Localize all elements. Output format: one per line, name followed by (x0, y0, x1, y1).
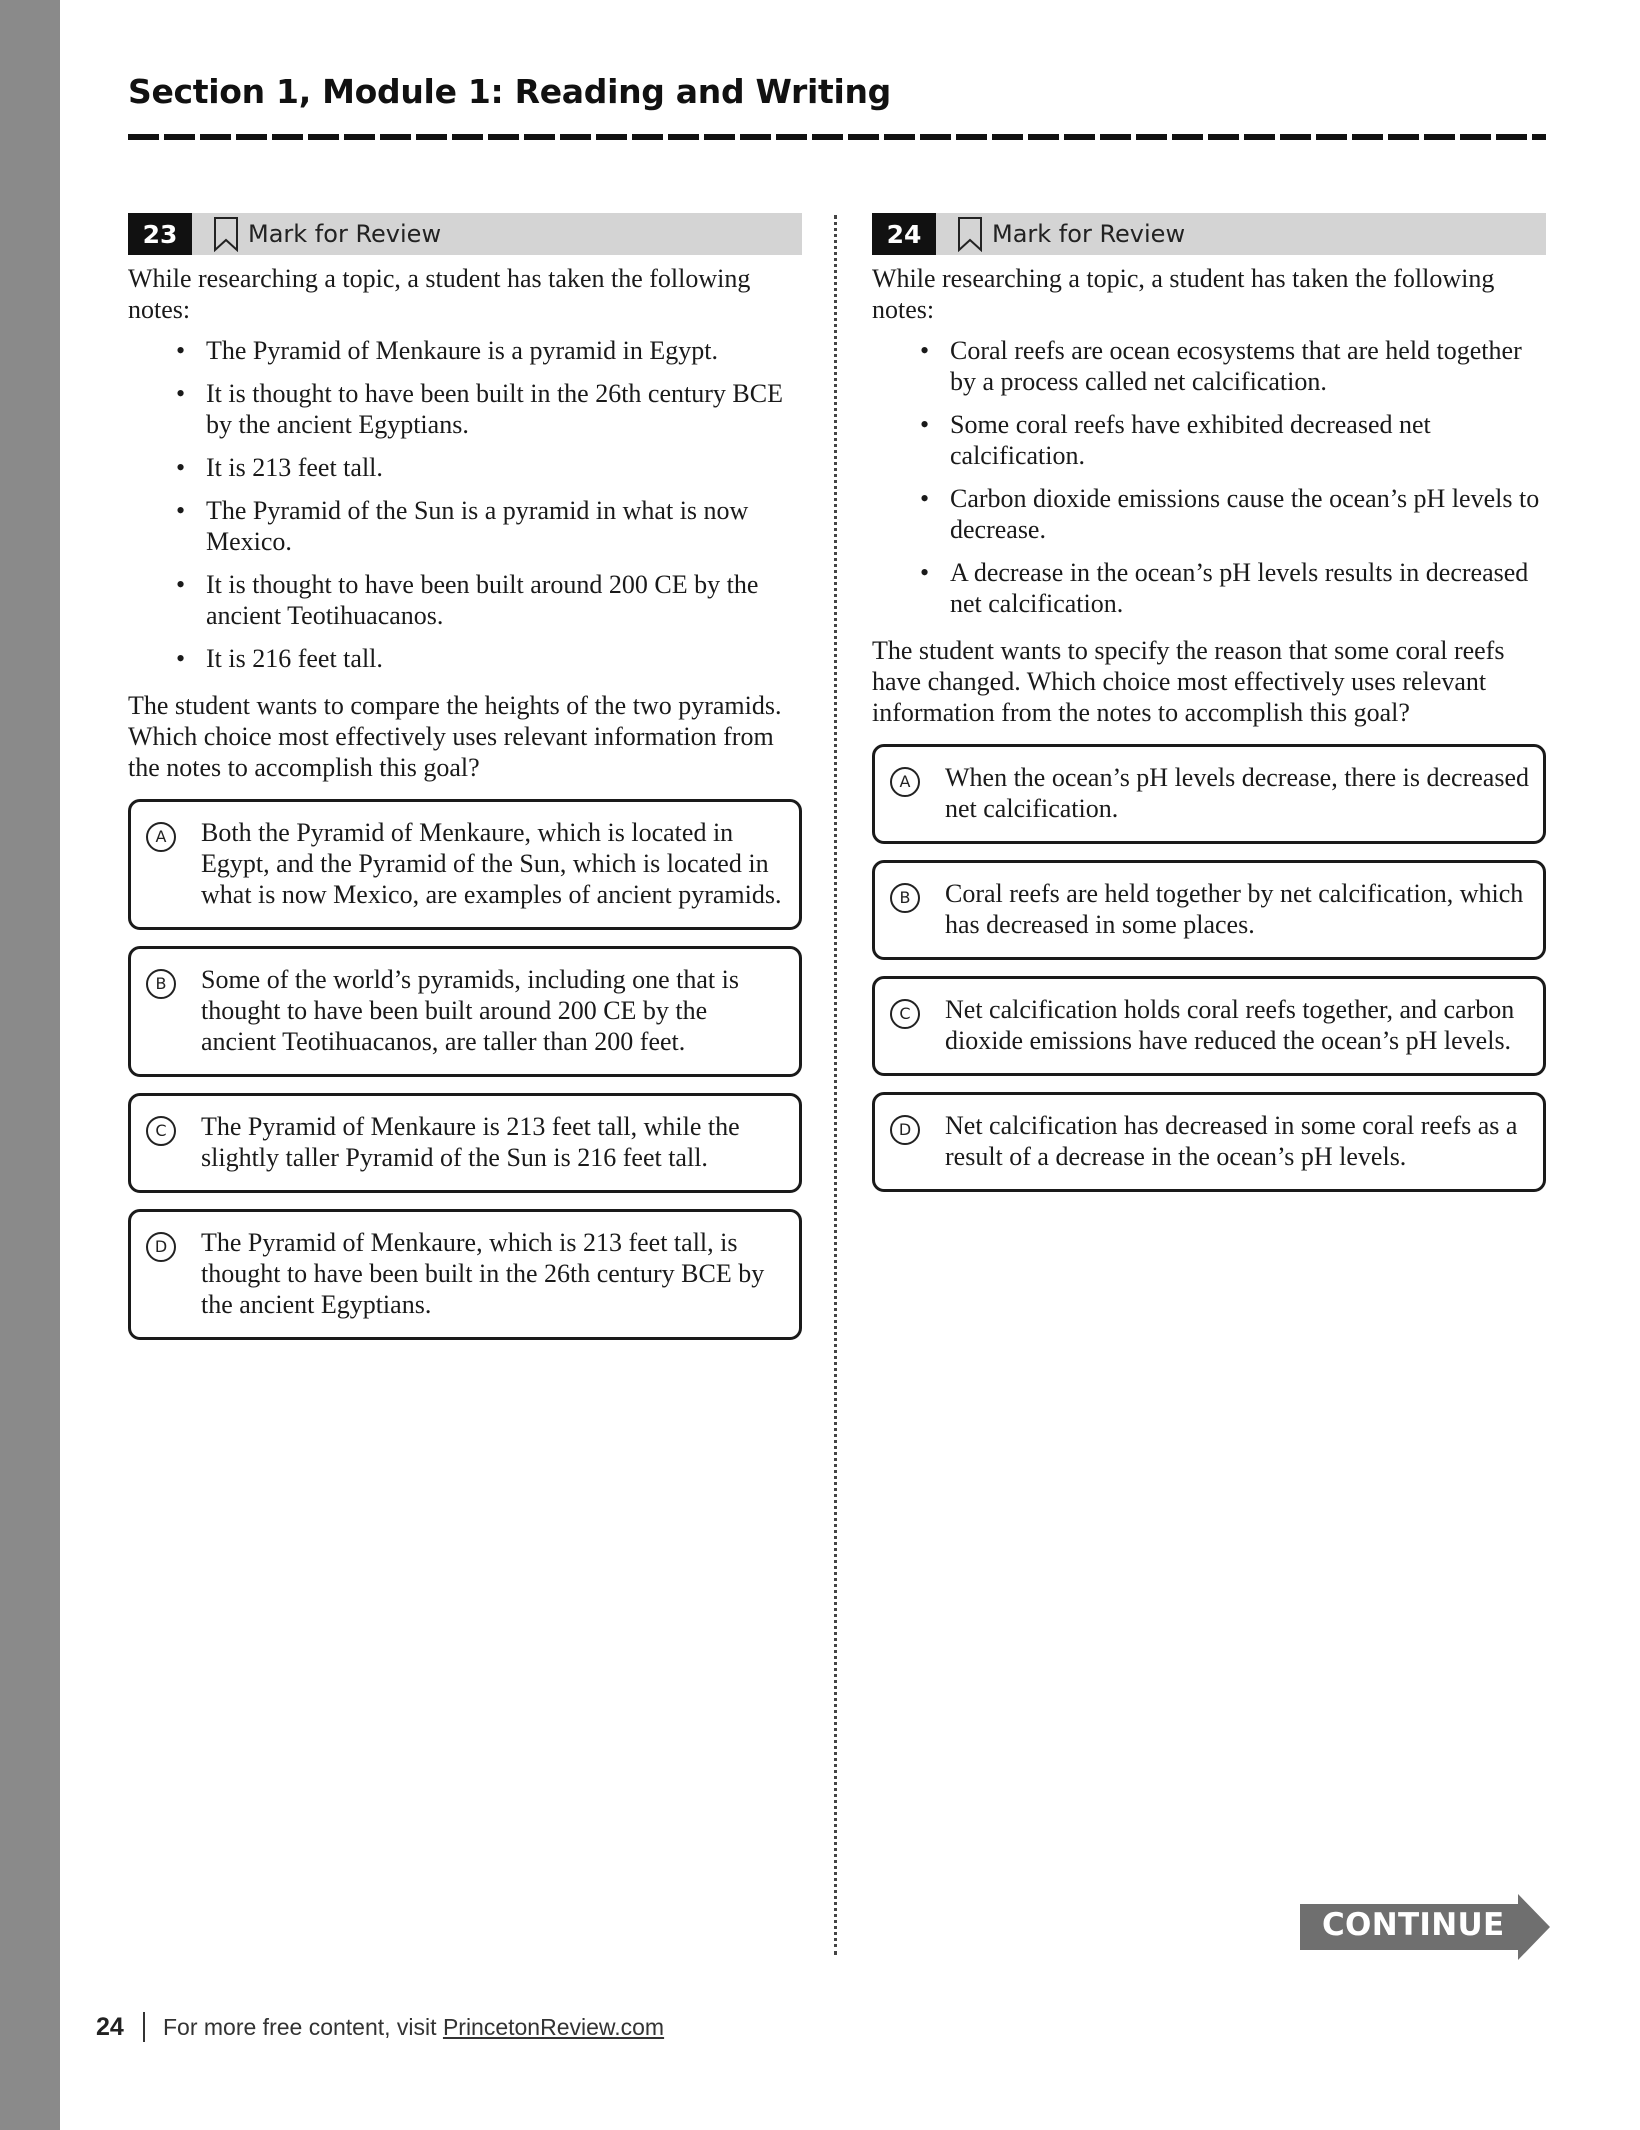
answer-choices (128, 799, 802, 1340)
mark-for-review-button[interactable] (956, 216, 1185, 252)
answer-choice-c[interactable] (128, 1093, 802, 1193)
question-prompt: The student wants to compare the heights of the two pyramids. Which choice most effectively uses relevant information from the notes to accomplish this goal? (128, 691, 782, 782)
bookmark-icon (956, 216, 984, 252)
note-item: • Carbon dioxide emissions cause the ocean’s pH levels to decrease. (950, 483, 1546, 545)
note-item: • It is thought to have been built in the 26th century BCE by the ancient Egyptians. (206, 378, 802, 440)
footer-text: For more free content, visit (163, 2014, 443, 2040)
question-header (128, 213, 802, 255)
note-item: • The Pyramid of Menkaure is a pyramid in Egypt. (206, 335, 802, 366)
question-intro: While researching a topic, a student has taken the following notes: (128, 264, 751, 324)
choice-text: When the ocean’s pH levels decrease, there is decreased net calcification. (945, 763, 1529, 823)
column-divider (834, 215, 837, 1955)
choice-letter-badge: C (146, 1116, 176, 1146)
choice-letter-badge: B (146, 969, 176, 999)
question-number: 24 (872, 213, 936, 255)
choice-letter-badge: B (890, 883, 920, 913)
question-number: 23 (128, 213, 192, 255)
footer-link[interactable]: PrincetonReview.com (442, 2014, 665, 2040)
note-item: • The Pyramid of the Sun is a pyramid in what is now Mexico. (206, 495, 802, 557)
choice-letter-badge: A (890, 767, 920, 797)
question-23-panel (128, 213, 802, 1356)
mark-for-review-button[interactable] (212, 216, 441, 252)
answer-choice-d[interactable] (872, 1092, 1546, 1192)
answer-choice-a[interactable] (128, 799, 802, 930)
continue-button[interactable] (1300, 1894, 1550, 1960)
title-dashed-rule (128, 134, 1546, 140)
choice-text: Coral reefs are held together by net calcification, which has decreased in some places. (945, 879, 1524, 939)
question-header (872, 213, 1546, 255)
question-24-panel (872, 213, 1546, 1208)
note-item: • Coral reefs are ocean ecosystems that are held together by a process called net calcification. (950, 335, 1546, 397)
mark-for-review-label: Mark for Review (992, 220, 1186, 248)
choice-letter-badge: C (890, 999, 920, 1029)
mark-for-review-label: Mark for Review (248, 220, 442, 248)
notes-list (872, 335, 1546, 619)
note-item: • Some coral reefs have exhibited decreased net calcification. (950, 409, 1546, 471)
section-title: Section 1, Module 1: Reading and Writing (128, 72, 891, 111)
answer-choice-b[interactable] (128, 946, 802, 1077)
choice-letter-badge: A (146, 822, 176, 852)
note-item: • It is thought to have been built around 200 CE by the ancient Teotihuacanos. (206, 569, 802, 631)
choice-text: Some of the world’s pyramids, including one that is thought to have been built around 200 CE by the ancient Teotihuacanos, are taller than 200 feet. (201, 965, 739, 1056)
choice-text: Net calcification has decreased in some coral reefs as a result of a decrease in the ocean’s pH levels. (945, 1111, 1518, 1171)
footer-divider (143, 2012, 145, 2042)
question-intro: While researching a topic, a student has taken the following notes: (872, 264, 1495, 324)
answer-choice-c[interactable] (872, 976, 1546, 1076)
answer-choices (872, 744, 1546, 1192)
choice-letter-badge: D (146, 1232, 176, 1262)
page-number: 24 (96, 2013, 124, 2041)
answer-choice-b[interactable] (872, 860, 1546, 960)
choice-text: The Pyramid of Menkaure, which is 213 feet tall, is thought to have been built in the 26th century BCE by the ancient Egyptians. (201, 1228, 765, 1319)
question-prompt: The student wants to specify the reason that some coral reefs have changed. Which choice most effectively uses relevant information from the notes to accomplish this goal? (872, 636, 1505, 727)
side-strip (0, 0, 60, 2130)
answer-choice-a[interactable] (872, 744, 1546, 844)
bookmark-icon (212, 216, 240, 252)
continue-label: CONTINUE (1322, 1907, 1505, 1943)
answer-choice-d[interactable] (128, 1209, 802, 1340)
choice-letter-badge: D (890, 1115, 920, 1145)
choice-text: The Pyramid of Menkaure is 213 feet tall, while the slightly taller Pyramid of the Sun is 216 feet tall. (201, 1112, 740, 1172)
note-item: • A decrease in the ocean’s pH levels results in decreased net calcification. (950, 557, 1546, 619)
footer-note (163, 2014, 664, 2041)
notes-list (128, 335, 802, 674)
choice-text: Net calcification holds coral reefs together, and carbon dioxide emissions have reduced the ocean’s pH levels. (945, 995, 1515, 1055)
choice-text: Both the Pyramid of Menkaure, which is located in Egypt, and the Pyramid of the Sun, which is located in what is now Mexico, are examples of ancient pyramids. (201, 818, 782, 909)
note-item: • It is 213 feet tall. (206, 452, 802, 483)
note-item: • It is 216 feet tall. (206, 643, 802, 674)
